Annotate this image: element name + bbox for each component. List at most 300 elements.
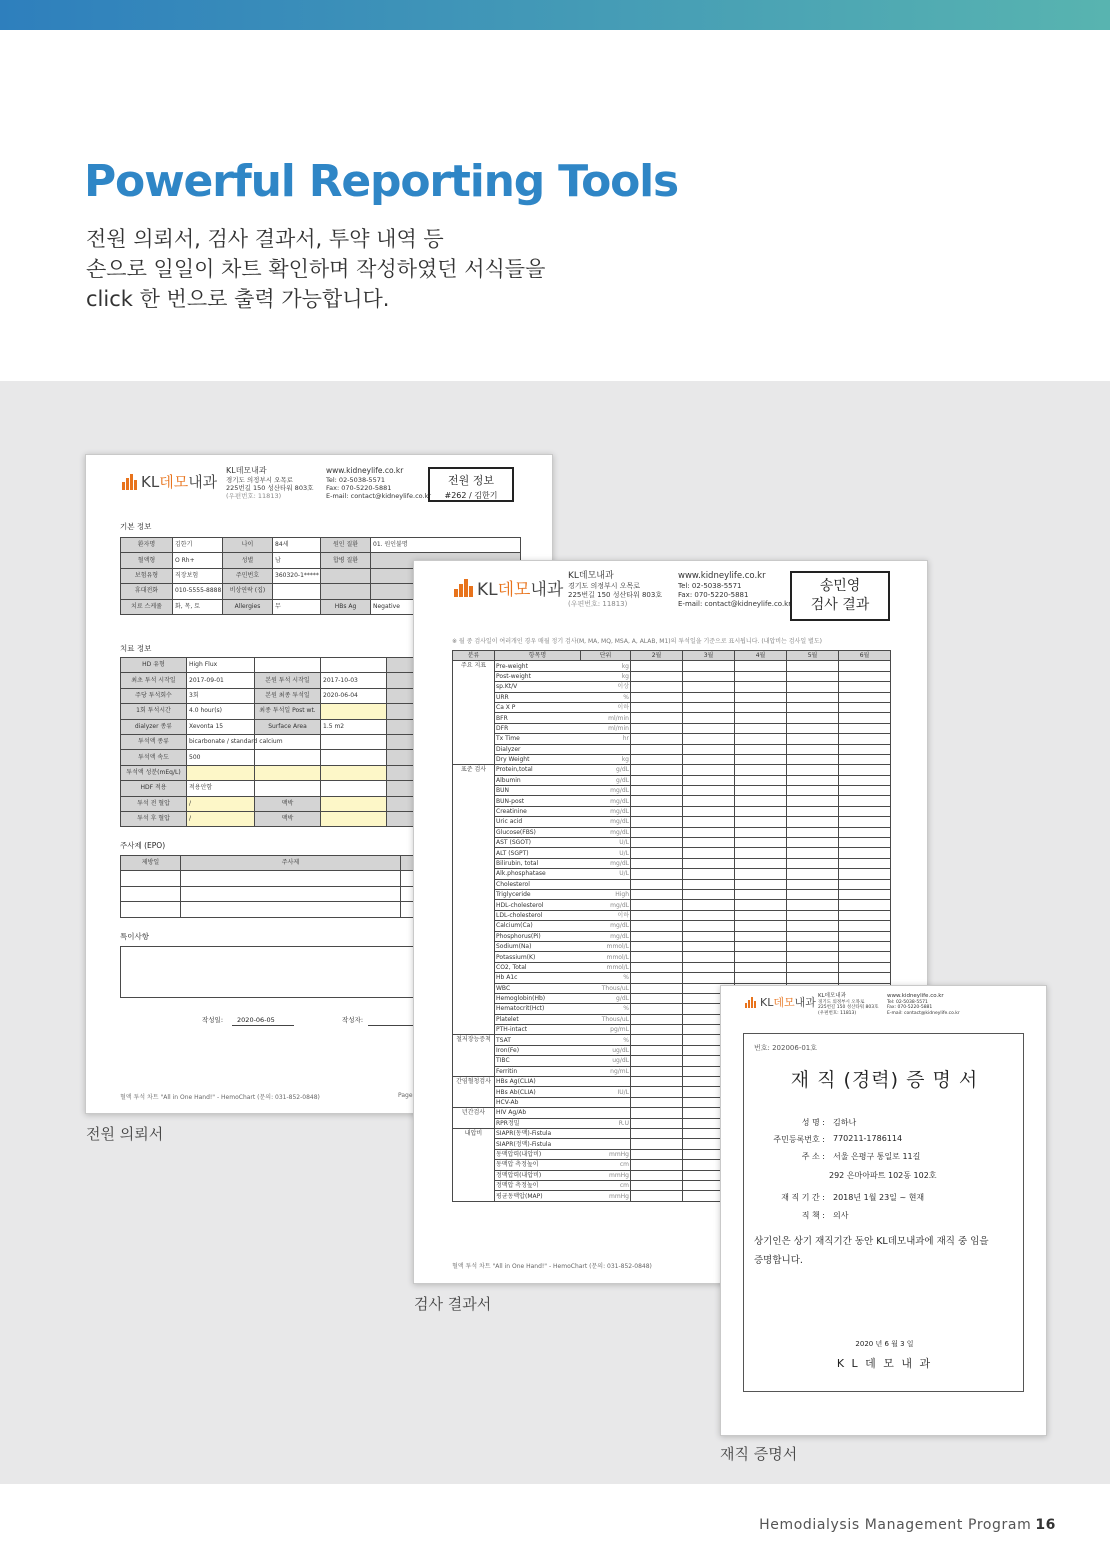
table-cell: HD 유형	[121, 658, 187, 673]
table-row	[453, 796, 891, 806]
item-unit	[581, 1108, 631, 1118]
table-cell	[787, 879, 839, 889]
table-cell	[683, 734, 735, 744]
item-unit: IU/L	[581, 1087, 631, 1097]
table-cell	[631, 1035, 683, 1045]
table-cell	[839, 817, 891, 827]
table-cell	[631, 921, 683, 931]
table-cell	[787, 765, 839, 775]
table-cell: 투석 전 혈압	[121, 796, 187, 811]
table-cell	[631, 765, 683, 775]
table-cell: HDF 적용	[121, 781, 187, 796]
table-cell	[839, 889, 891, 899]
table-cell	[255, 765, 321, 780]
item-name: LDL-cholesterol	[495, 910, 581, 920]
table-cell: 010-5555-8888	[173, 584, 223, 599]
item-name: BUN-post	[495, 796, 581, 806]
table-cell	[631, 723, 683, 733]
item-name: 동맥압력(내압비)	[495, 1149, 581, 1159]
item-name: DFR	[495, 723, 581, 733]
table-cell	[839, 848, 891, 858]
box-subtitle: #262 / 김한기	[444, 491, 498, 500]
table-cell	[631, 848, 683, 858]
table-cell	[321, 796, 387, 811]
table-cell	[683, 900, 735, 910]
table-cell	[321, 811, 387, 826]
table-cell	[787, 671, 839, 681]
item-unit: cm	[581, 1180, 631, 1190]
table-cell	[735, 889, 787, 899]
table-cell	[683, 879, 735, 889]
table-cell	[839, 921, 891, 931]
clinic-logo	[122, 471, 217, 492]
cert-addr2: 292 은마아파트 102동 102호	[829, 1171, 937, 1180]
epo-title: 주사제 (EPO)	[120, 841, 166, 850]
cert-rrn-label: 주민등록번호 :	[773, 1135, 825, 1144]
cert-statement-1: 상기인은 상기 재직기간 동안 KL데모내과에 재직 중 임을	[754, 1236, 989, 1247]
table-cell	[787, 817, 839, 827]
table-cell	[631, 692, 683, 702]
table-cell	[735, 817, 787, 827]
table-cell	[839, 682, 891, 692]
table-cell	[631, 1014, 683, 1024]
item-name: Ca X P	[495, 702, 581, 712]
table-cell	[631, 1056, 683, 1066]
table-cell	[631, 952, 683, 962]
table-header: 4월	[735, 651, 787, 661]
clinic-tel: Tel: 02-5038-5571	[678, 582, 742, 590]
caption-transfer: 전원 의뢰서	[86, 1125, 164, 1143]
table-cell	[181, 886, 401, 901]
clinic-addr1: 경기도 의정부시 오목로	[568, 582, 641, 590]
table-cell	[683, 858, 735, 868]
table-cell	[787, 754, 839, 764]
clinic-name: KL데모내과	[818, 993, 846, 999]
table-cell	[181, 902, 401, 917]
transfer-footer: 혈액 투석 차트 "All in One Hand!" - HemoChart (문의: 031-852-0848)	[120, 1094, 320, 1101]
epo-header-date: 제방일	[121, 856, 181, 871]
table-cell	[631, 1118, 683, 1128]
table-cell	[631, 754, 683, 764]
table-cell: 합병 질환	[321, 553, 371, 568]
item-name: Hb A1c	[495, 973, 581, 983]
epo-header-drug: 주사제	[181, 856, 401, 871]
building-icon	[454, 579, 473, 597]
table-cell	[683, 702, 735, 712]
table-cell: High Flux	[187, 658, 255, 673]
logo-demo: 데모	[159, 473, 189, 491]
clinic-contact	[887, 994, 960, 1016]
table-cell	[683, 775, 735, 785]
table-cell	[683, 786, 735, 796]
table-cell	[735, 827, 787, 837]
written-label: 작성일:	[202, 1016, 224, 1024]
table-cell	[631, 796, 683, 806]
table-cell	[631, 1004, 683, 1014]
table-cell	[631, 671, 683, 681]
cert-issuer: K L 데 모 내 과	[836, 1357, 933, 1370]
item-unit: mmol/L	[581, 952, 631, 962]
table-header: 5월	[787, 651, 839, 661]
cert-period: 2018년 1월 23일 ~ 현재	[833, 1193, 925, 1202]
table-cell	[787, 973, 839, 983]
table-cell	[735, 900, 787, 910]
item-name: HIV Ag/Ab	[495, 1108, 581, 1118]
item-unit: ml/min	[581, 713, 631, 723]
table-cell	[631, 993, 683, 1003]
item-name: Alk.phosphatase	[495, 869, 581, 879]
table-cell: 보험유형	[121, 568, 173, 583]
item-name: Ferritin	[495, 1066, 581, 1076]
item-name: Dialyzer	[495, 744, 581, 754]
table-cell	[735, 744, 787, 754]
item-name: ALT (SGPT)	[495, 848, 581, 858]
treatment-info-title: 치료 정보	[120, 644, 152, 653]
clinic-address	[226, 467, 313, 500]
table-cell: 화, 목, 토	[173, 599, 223, 614]
table-cell	[631, 1108, 683, 1118]
item-unit: mg/dL	[581, 817, 631, 827]
clinic-fax: Fax: 070-5220-5881	[678, 591, 749, 599]
transfer-info-box	[428, 467, 514, 502]
transfer-page-label: Page	[398, 1092, 413, 1099]
table-row	[453, 661, 891, 671]
item-name: Glucose(FBS)	[495, 827, 581, 837]
logo-kl: KL	[141, 473, 160, 491]
table-cell	[839, 973, 891, 983]
table-cell	[631, 910, 683, 920]
table-cell	[735, 713, 787, 723]
table-cell	[631, 702, 683, 712]
logo-rest: 내과	[794, 996, 816, 1009]
table-cell	[631, 744, 683, 754]
item-name: TIBC	[495, 1056, 581, 1066]
item-unit: mmol/L	[581, 941, 631, 951]
table-header: 6월	[839, 651, 891, 661]
item-name: HDL-cholesterol	[495, 900, 581, 910]
table-cell	[683, 889, 735, 899]
group-label: 주요 지표	[453, 661, 495, 765]
table-cell	[735, 910, 787, 920]
item-name: 정맥압 측정높이	[495, 1180, 581, 1190]
table-row	[453, 973, 891, 983]
table-cell	[735, 723, 787, 733]
item-name: HBs Ag(CLIA)	[495, 1077, 581, 1087]
table-cell	[631, 858, 683, 868]
table-cell	[121, 886, 181, 901]
table-cell	[255, 750, 321, 765]
item-unit: %	[581, 973, 631, 983]
intro-line: 손으로 일일이 차트 확인하며 작성하였던 서식들을	[86, 257, 546, 281]
table-cell	[787, 734, 839, 744]
clinic-web: www.kidneylife.co.kr	[326, 466, 404, 475]
table-cell	[735, 786, 787, 796]
table-row	[453, 879, 891, 889]
table-cell: 2017-09-01	[187, 673, 255, 688]
item-unit: mmHg	[581, 1170, 631, 1180]
table-cell	[839, 765, 891, 775]
table-cell	[839, 931, 891, 941]
table-cell	[735, 931, 787, 941]
item-unit: mmol/L	[581, 962, 631, 972]
table-cell: 맥박	[255, 796, 321, 811]
item-name: SIAPR(정맥)-Fistula	[495, 1139, 581, 1149]
table-cell	[735, 661, 787, 671]
table-cell	[631, 806, 683, 816]
table-cell	[683, 962, 735, 972]
table-cell: 최종 투석일 Post wt.	[255, 704, 321, 719]
item-name: Albumin	[495, 775, 581, 785]
table-cell	[787, 775, 839, 785]
table-cell	[839, 806, 891, 816]
table-cell	[787, 723, 839, 733]
item-name: Post-weight	[495, 671, 581, 681]
table-header-row	[453, 651, 891, 661]
table-cell: 1.5 m2	[321, 719, 387, 734]
table-cell	[787, 889, 839, 899]
table-cell	[787, 806, 839, 816]
item-unit: cm	[581, 1160, 631, 1170]
table-row	[453, 786, 891, 796]
table-row	[453, 827, 891, 837]
table-cell	[631, 973, 683, 983]
item-name: WBC	[495, 983, 581, 993]
table-header: 단위	[581, 651, 631, 661]
item-unit: 이하	[581, 910, 631, 920]
table-cell	[735, 806, 787, 816]
table-cell: 2020-06-04	[321, 688, 387, 703]
table-row	[453, 858, 891, 868]
table-cell	[839, 671, 891, 681]
table-cell	[631, 775, 683, 785]
item-name: HBs Ab(CLIA)	[495, 1087, 581, 1097]
item-unit: 이상	[581, 682, 631, 692]
cert-rrn: 770211-1786114	[833, 1134, 903, 1143]
clinic-contact	[326, 467, 431, 500]
table-cell: 투석 후 혈압	[121, 811, 187, 826]
table-cell	[839, 754, 891, 764]
item-name: PTH-intact	[495, 1025, 581, 1035]
table-row	[453, 838, 891, 848]
table-cell	[683, 713, 735, 723]
table-cell	[631, 827, 683, 837]
table-cell	[321, 704, 387, 719]
table-cell	[839, 962, 891, 972]
table-cell	[787, 921, 839, 931]
item-name: Pre-weight	[495, 661, 581, 671]
logo-kl: KL	[760, 996, 774, 1009]
table-cell: Xevonta 15	[187, 719, 255, 734]
item-unit: g/dL	[581, 993, 631, 1003]
table-cell	[631, 817, 683, 827]
item-unit: g/dL	[581, 765, 631, 775]
table-cell	[631, 941, 683, 951]
item-name: BUN	[495, 786, 581, 796]
clinic-tel: Tel: 02-5038-5571	[326, 476, 385, 484]
table-cell	[631, 1025, 683, 1035]
table-cell	[631, 1160, 683, 1170]
table-cell	[735, 838, 787, 848]
table-cell: 2017-10-03	[321, 673, 387, 688]
table-cell	[735, 869, 787, 879]
item-unit: mg/dL	[581, 796, 631, 806]
table-cell: 500	[187, 750, 255, 765]
item-unit: Thous/uL	[581, 1014, 631, 1024]
item-name: Platelet	[495, 1014, 581, 1024]
table-cell	[735, 775, 787, 785]
table-cell: /	[187, 811, 255, 826]
table-cell	[631, 682, 683, 692]
table-cell: 1회 투석시간	[121, 704, 187, 719]
table-cell: 남	[273, 553, 321, 568]
table-cell	[839, 786, 891, 796]
table-header: 2월	[631, 651, 683, 661]
table-cell	[787, 692, 839, 702]
table-cell	[683, 692, 735, 702]
table-cell	[839, 734, 891, 744]
table-cell	[787, 848, 839, 858]
clinic-email: E-mail: contact@kidneylife.co.kr	[326, 492, 432, 500]
table-cell: 360320-1*****	[273, 568, 321, 583]
item-unit: kg	[581, 671, 631, 681]
group-label: 간염혈청검사	[453, 1077, 495, 1108]
table-cell	[735, 682, 787, 692]
table-cell	[787, 931, 839, 941]
table-row	[453, 910, 891, 920]
clinic-tel: Tel: 02-5038-5571	[887, 999, 928, 1005]
table-cell	[255, 658, 321, 673]
table-cell: 투석액 종류	[121, 734, 187, 749]
table-cell	[787, 858, 839, 868]
table-cell	[181, 871, 401, 886]
table-cell	[683, 671, 735, 681]
item-name: Sodium(Na)	[495, 941, 581, 951]
table-cell: 김한기	[173, 538, 223, 553]
table-cell	[735, 754, 787, 764]
table-row	[453, 775, 891, 785]
table-cell	[839, 744, 891, 754]
table-cell	[321, 781, 387, 796]
caption-exam: 검사 결과서	[414, 1295, 492, 1313]
clinic-email: E-mail: contact@kidneylife.co.kr	[887, 1010, 960, 1016]
item-unit: mg/dL	[581, 858, 631, 868]
table-row	[453, 713, 891, 723]
clinic-logo	[454, 575, 563, 600]
clinic-addr2: 225번길 150 성산타워 803호	[226, 484, 314, 492]
table-row	[453, 671, 891, 681]
building-icon	[745, 997, 756, 1008]
table-header: 분류	[453, 651, 495, 661]
table-row	[453, 931, 891, 941]
table-row	[453, 682, 891, 692]
table-cell	[787, 838, 839, 848]
table-cell	[683, 682, 735, 692]
logo-demo: 데모	[497, 580, 531, 600]
table-cell	[735, 962, 787, 972]
clinic-fax: Fax: 070-5220-5881	[326, 484, 392, 492]
table-row	[453, 692, 891, 702]
item-name: BFR	[495, 713, 581, 723]
table-cell	[631, 713, 683, 723]
table-cell	[683, 973, 735, 983]
table-cell	[683, 661, 735, 671]
table-header: 3월	[683, 651, 735, 661]
box-title: 전원 정보	[447, 474, 494, 487]
item-name: Hemoglobin(Hb)	[495, 993, 581, 1003]
table-cell: 직장보험	[173, 568, 223, 583]
table-cell	[683, 869, 735, 879]
table-row	[453, 806, 891, 816]
table-cell	[839, 827, 891, 837]
table-cell	[683, 952, 735, 962]
footer-text: Hemodialysis Management Program	[759, 1517, 1032, 1533]
table-cell: 휴대전화	[121, 584, 173, 599]
table-cell	[839, 713, 891, 723]
item-name: Hematocrit(Hct)	[495, 1004, 581, 1014]
table-row	[453, 744, 891, 754]
table-cell	[631, 1149, 683, 1159]
table-cell	[631, 1128, 683, 1138]
table-cell	[787, 941, 839, 951]
top-accent-bar	[0, 0, 1110, 30]
table-cell: 혈액형	[121, 553, 173, 568]
table-cell: bicarbonate / standard calcium	[187, 734, 255, 749]
table-cell	[631, 1066, 683, 1076]
item-unit	[581, 879, 631, 889]
table-cell	[683, 744, 735, 754]
written-date-row	[202, 1015, 275, 1024]
table-cell: 본원 최종 투석일	[255, 688, 321, 703]
table-cell	[839, 879, 891, 889]
item-unit	[581, 1139, 631, 1149]
table-row	[453, 754, 891, 764]
caption-cert: 재직 증명서	[720, 1445, 798, 1463]
table-cell	[683, 838, 735, 848]
table-cell	[839, 900, 891, 910]
cert-name: 김하나	[833, 1118, 857, 1127]
table-cell: Surface Area	[255, 719, 321, 734]
basic-info-title: 기본 정보	[120, 522, 152, 531]
table-row	[453, 921, 891, 931]
table-cell	[631, 1097, 683, 1107]
table-cell	[683, 806, 735, 816]
table-cell	[683, 921, 735, 931]
logo-kl: KL	[477, 580, 498, 600]
table-cell: 84세	[273, 538, 321, 553]
table-row	[453, 900, 891, 910]
table-cell	[121, 871, 181, 886]
table-cell: Negative	[371, 599, 521, 614]
table-cell	[631, 1087, 683, 1097]
intro-line: click 한 번으로 출력 가능합니다.	[86, 287, 390, 311]
table-cell	[787, 682, 839, 692]
cert-name-label: 성 명 :	[801, 1118, 825, 1127]
table-cell	[631, 661, 683, 671]
clinic-contact	[678, 572, 791, 609]
item-unit: R.U	[581, 1118, 631, 1128]
table-cell	[683, 910, 735, 920]
table-cell: 투석액 성분(mEq/L)	[121, 765, 187, 780]
table-cell: dialyzer 종류	[121, 719, 187, 734]
table-cell	[321, 734, 387, 749]
table-cell	[631, 838, 683, 848]
cert-position-label: 직 책 :	[801, 1211, 825, 1220]
item-name: 평균동맥압(MAP)	[495, 1191, 581, 1201]
logo-rest: 내과	[530, 580, 564, 600]
table-cell	[631, 734, 683, 744]
table-cell	[321, 658, 387, 673]
clinic-email: E-mail: contact@kidneylife.co.kr	[678, 600, 792, 608]
